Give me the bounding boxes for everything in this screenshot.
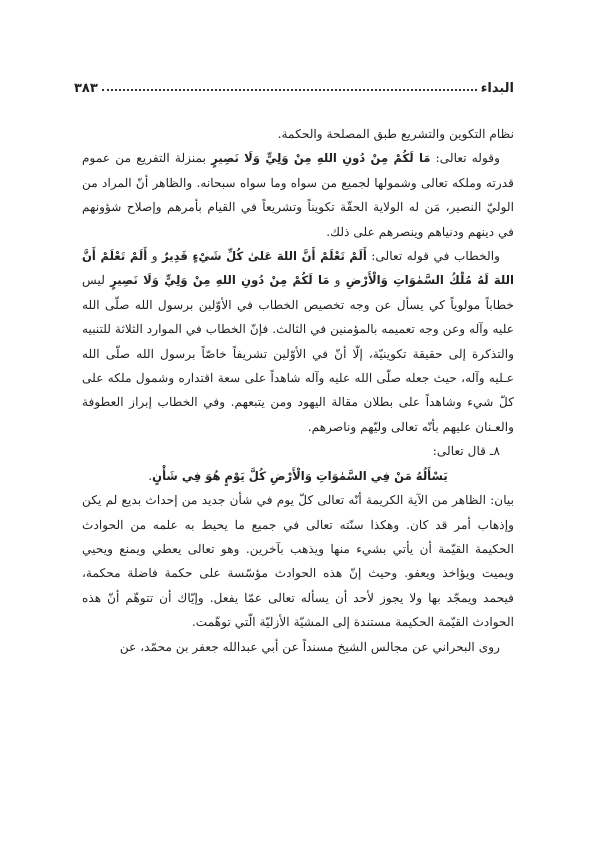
verse-end: . (148, 468, 153, 483)
section-heading: ٨ـ قال تعالى: (432, 444, 500, 459)
paragraph-3-intro: والخطاب في قوله تعالى: (366, 249, 500, 264)
running-header (74, 70, 514, 96)
conjunction: و (147, 249, 163, 264)
page-number: ٣٨٣ (74, 81, 98, 96)
conjunction: و (329, 273, 346, 288)
paragraph-3 (82, 244, 514, 439)
paragraph-1: نظام التكوين والتشريع طبق المصلحة والحكمة. (277, 127, 514, 141)
paragraph-narration: روى البحراني عن مجالس الشيخ مسنداً عن أبي عبدالله جعفر بن محمّد، عن (119, 639, 500, 654)
verse-line (82, 464, 514, 488)
paragraph-2-intro: وقوله تعالى: (430, 151, 500, 166)
leader-dots (102, 88, 477, 91)
paragraph-bayan: بيان: الظاهر من الآية الكريمة أنّه تعالى كلّ يوم في شأن جديد من إحداث بديع لم يكن وإذهاب أمر قد كان. وهكذا سنّته تعالى في جميع ما يحيط به علمه من الحوادث الحكيمة القيّمة أن يأتي بشيء منها ويذهب بآخرين. وهو تعالى يعطي ويمنع ويحيي ويميت ويؤاخذ ويعفو. وحيث إنّ هذه الحوادث مؤسّسة على حكمة فاضلة محكمة، فيحمد ويمجّد بها ولا يجوز لأحد أن يسأله تعالى عمّا يفعل. وإيّاك أن تتوهّم أنّ هذه الحوادث القيّمة الحكيمة مستندة إلى المشيّة الأزليّة الّتي توهّمت. (82, 493, 514, 630)
body-text (82, 122, 514, 659)
paragraph-2 (82, 146, 514, 244)
quran-verse: أَلَمْ تَعْلَمْ أَنَّ اللهَ لَهُ مُلْكُ السَّمٰوَاتِ وَالْأَرْضِ (82, 249, 514, 288)
quran-verse: يَسْأَلُهُ مَنْ فِي السَّمٰوَاتِ وَالْأَرْضِ كُلَّ يَوْمٍ هُوَ فِي شَأْنٍ (152, 468, 448, 483)
paragraph-2-text: بمنزلة التفريع من عموم قدرته وملكه تعالى وشمولها لجميع من سواه وما سواه سبحانه. والظاهر أنّ المراد من الوليّ النصير، مَن له الولاية الحقّة تكويناً وتشريعاً في القيام بأمرهم وإصلاح شؤونهم في دينهم ودنياهم وينصرهم على ذلك. (82, 151, 514, 239)
quran-verse: مَا لَكُمْ مِنْ دُونِ اللهِ مِنْ وَلِيٍّ وَلَا نَصِيرٍ (211, 151, 431, 166)
chapter-title: البداء (480, 81, 514, 96)
quran-verse: مَا لَكُمْ مِنْ دُونِ اللهِ مِنْ وَلِيٍّ وَلَا نَصِيرٍ (110, 273, 330, 288)
paragraph-3-text: ليس خطاباً مولوياً كي يسأل عن وجه تخصيص الخطاب في الأوّلين برسول الله صلّى الله عليه وآله وعن وجه تعميمه بالمؤمنين في الثالث. فإنّ الخطاب في الموارد الثلاثة للتنبيه والتذكرة إلى حقيقة تكوينيّة، إلّا أنّ في الأوّلين تشريفاً خاصّاً برسول الله صلّى الله عـليه وآله، حيث جعله صلّى الله عليه وآله شاهداً على سعة اقتداره وشمول ملكه على كلّ شيء وشاهداً على بطلان مقالة اليهود ومن يتبعهم. وفي الخطاب إبراز العطوفة والعـنان عليهم بأنّه تعالى وليّهم وناصرهم. (82, 273, 514, 434)
quran-verse: أَلَمْ تَعْلَمْ أَنَّ اللهَ عَلىٰ كُلِّ شَيْءٍ قَدِيرٌ (162, 249, 367, 264)
